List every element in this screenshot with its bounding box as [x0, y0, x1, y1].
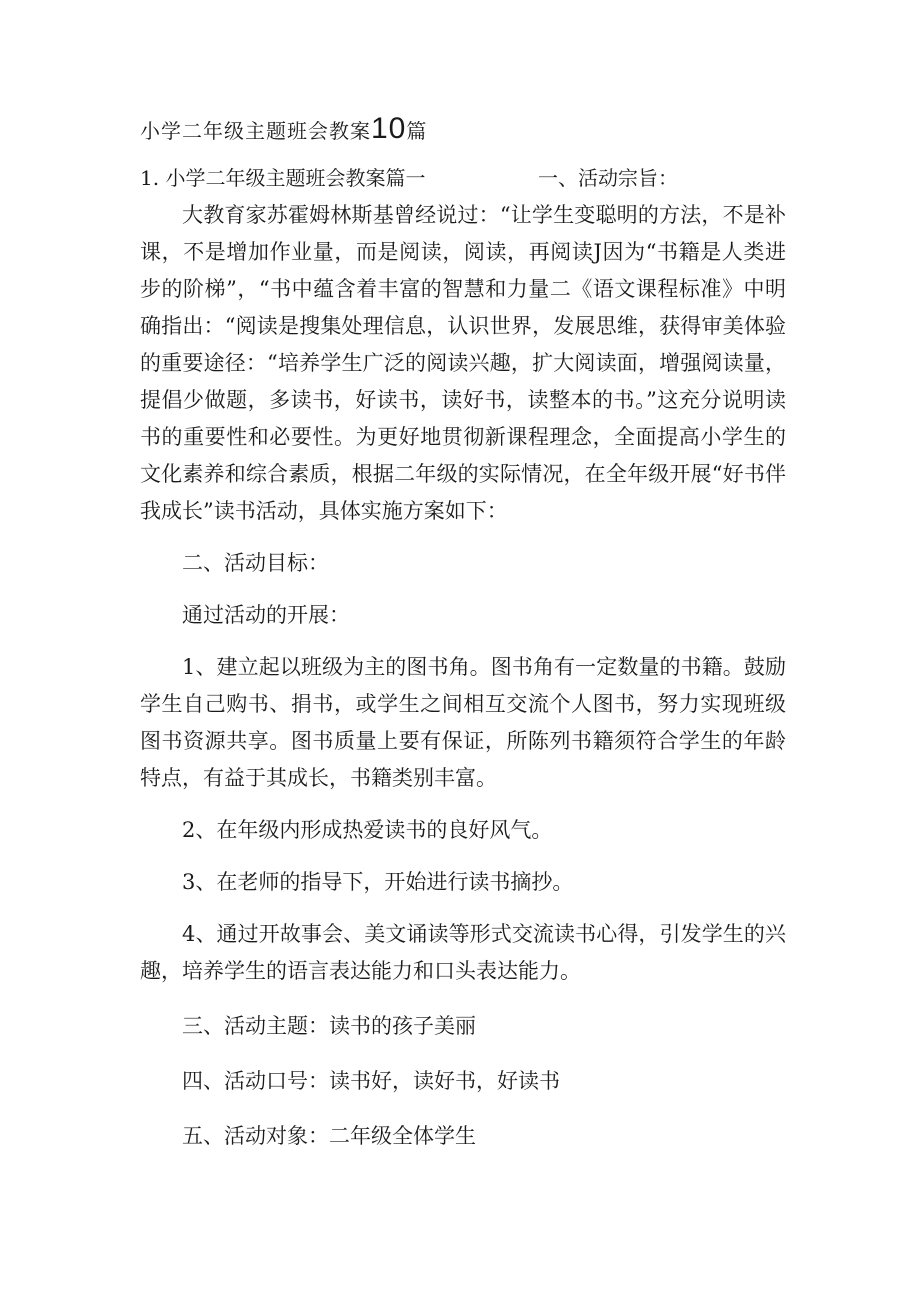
title-suffix: 篇 [406, 119, 428, 143]
paragraph-purpose: 大教育家苏霍姆林斯基曾经说过：“让学生变聪明的方法，不是补课，不是增加作业量，而是阅读，阅读，再阅读J因为“书籍是人类进步的阶梯”，“书中蕴含着丰富的智慧和力量二《语文课程标准》中明确指出：“阅读是搜集处理信息，认识世界，发展思维，获得审美体验的重要途径：“培养学生广泛的阅读兴趣，扩大阅读面，增强阅读量，提倡少做题，多读书，好读书，读好书，读整本的书。”这充分说明读书的重要性和必要性。为更好地贯彻新课程理念，全面提高小学生的文化素养和综合素质，根据二年级的实际情况，在全年级开展“好书伴我成长”读书活动，具体实施方案如下： [140, 203, 786, 523]
title-prefix: 小学二年级主题班会教案 [140, 119, 371, 143]
lesson-subheading: 一、活动宗旨： [538, 166, 678, 190]
heading-theme: 三、活动主题：读书的孩子美丽 [182, 1014, 476, 1038]
heading-slogan: 四、活动口号：读书好，读好书，好读书 [182, 1069, 560, 1093]
lesson-heading-row [140, 160, 840, 196]
title-number: 10 [371, 112, 407, 145]
paragraph-goal-2: 2、在年级内形成热爱读书的良好风气。 [182, 818, 553, 842]
lesson-heading: 1. 小学二年级主题班会教案篇一 [140, 166, 426, 190]
document-title [140, 114, 427, 146]
heading-audience: 五、活动对象：二年级全体学生 [182, 1124, 476, 1148]
document-body [140, 197, 786, 1155]
paragraph-goal-1: 1、建立起以班级为主的图书角。图书角有一定数量的书籍。鼓励学生自己购书、捐书，或学生之间相互交流个人图书，努力实现班级图书资源共享。图书质量上要有保证，所陈列书籍须符合学生的年龄特点，有益于其成长，书籍类别丰富。 [140, 655, 786, 790]
paragraph-intro: 通过活动的开展： [182, 603, 350, 627]
paragraph-goal-3: 3、在老师的指导下，开始进行读书摘抄。 [182, 870, 574, 894]
paragraph-goal-4: 4、通过开故事会、美文诵读等形式交流读书心得，引发学生的兴趣，培养学生的语言表达能力和口头表达能力。 [140, 922, 786, 983]
heading-goals: 二、活动目标： [182, 551, 329, 575]
